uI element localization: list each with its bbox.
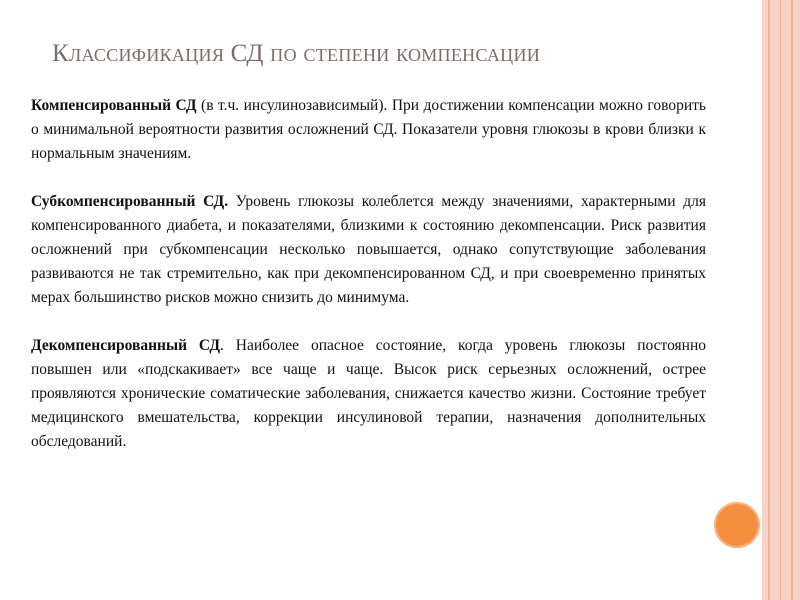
decorative-line [780,0,781,600]
paragraph-decompensated [31,334,706,454]
paragraph-text: Уровень глюкозы колеблется между значениями, характерными для компенсированного диабета, и показателями, близкими к состоянию декомпенсации. Риск развития осложнений при субкомпенсации несколько повышается, однако сопутствующие заболевания развиваются не так стремительно, как при декомпенсированном СД, и при своевременно принятых мерах большинство рисков можно снизить до минимума. [31,193,707,306]
accent-circle-icon [714,502,760,548]
paragraph-compensated [31,94,706,166]
decorative-line [768,0,770,600]
paragraph-text: (в т.ч. инсулинозависимый). При достижении компенсации можно говорить о минимальной вероятности развития осложнений СД. Показатели уровня глюкозы в крови близки к нормальным значениям. [31,97,706,162]
paragraph-subcompensated [31,190,706,310]
term-compensated: Компенсированный СД [31,97,197,114]
paragraph-text: . Наиболее опасное состояние, когда уровень глюкозы постоянно повышен или «подскакивает» все чаще и чаще. Высок риск серьезных осложнений, острее проявляются хронические соматические заболевания, снижается качество жизни. Состояние требует медицинского вмешательства, коррекции инсулиновой терапии, назначения дополнительных обследований. [31,337,706,450]
term-decompensated: Декомпенсированный СД [31,337,220,354]
slide-title: Классификация СД по степени компенсации [52,40,541,67]
slide-content [31,94,706,478]
term-subcompensated: Субкомпенсированный СД. [31,193,229,210]
decorative-line [791,0,793,600]
